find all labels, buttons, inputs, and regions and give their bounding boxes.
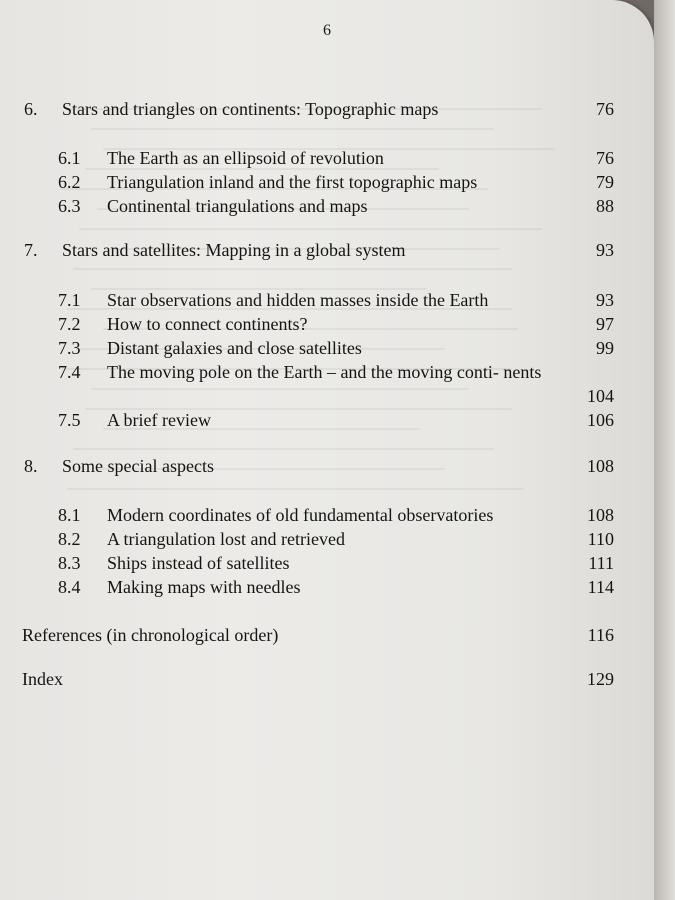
section-page-number: 111 xyxy=(588,553,614,573)
index-page-number: 129 xyxy=(587,669,614,689)
section-title: Continental triangulations and maps xyxy=(107,196,368,216)
index-title: Index xyxy=(22,669,63,689)
background-edge xyxy=(654,0,675,900)
chapter-number: 6. xyxy=(24,99,38,119)
section-number: 6.3 xyxy=(58,196,81,216)
chapter-title: Stars and satellites: Mapping in a global system xyxy=(62,240,406,260)
section-number: 8.4 xyxy=(58,577,81,597)
section-title: Making maps with needles xyxy=(107,577,301,597)
section-title: Star observations and hidden masses inside the Earth xyxy=(107,290,489,310)
chapter-number: 8. xyxy=(24,456,38,476)
chapter-number: 7. xyxy=(24,240,38,260)
section-page-number: 97 xyxy=(596,314,614,334)
section-number: 8.1 xyxy=(58,505,81,525)
section-number: 7.3 xyxy=(58,338,81,358)
section-title: The Earth as an ellipsoid of revolution xyxy=(107,148,384,168)
chapter-page-number: 108 xyxy=(587,456,614,476)
section-number: 6.2 xyxy=(58,172,81,192)
section-page-number: 106 xyxy=(587,410,614,430)
section-number: 7.4 xyxy=(58,362,81,382)
section-number: 6.1 xyxy=(58,148,81,168)
chapter-title: Some special aspects xyxy=(62,456,214,476)
section-title: A brief review xyxy=(107,410,211,430)
section-page-number: 79 xyxy=(596,172,614,192)
section-number: 8.2 xyxy=(58,529,81,549)
section-page-number: 108 xyxy=(587,505,614,525)
section-title: A triangulation lost and retrieved xyxy=(107,529,345,549)
section-number: 7.1 xyxy=(58,290,81,310)
section-title: Triangulation inland and the first topographic maps xyxy=(107,172,478,192)
section-number: 7.2 xyxy=(58,314,81,334)
section-title: How to connect continents? xyxy=(107,314,308,334)
section-page-number: 110 xyxy=(587,529,614,549)
chapter-page-number: 93 xyxy=(596,240,614,260)
section-page-number: 76 xyxy=(596,148,614,168)
page-number: 6 xyxy=(323,22,331,39)
section-number: 8.3 xyxy=(58,553,81,573)
section-page-number: 114 xyxy=(587,577,614,597)
section-page-number: 99 xyxy=(596,338,614,358)
section-page-number: 93 xyxy=(596,290,614,310)
references-page-number: 116 xyxy=(587,625,614,645)
section-title: Distant galaxies and close satellites xyxy=(107,338,362,358)
chapter-page-number: 76 xyxy=(596,99,614,119)
section-title: The moving pole on the Earth – and the moving conti- nents xyxy=(107,362,542,382)
references-title: References (in chronological order) xyxy=(22,625,279,645)
section-number: 7.5 xyxy=(58,410,81,430)
section-title: Ships instead of satellites xyxy=(107,553,290,573)
section-page-number: 104 xyxy=(587,386,614,406)
chapter-title: Stars and triangles on continents: Topographic maps xyxy=(62,99,439,119)
section-title: Modern coordinates of old fundamental observatories xyxy=(107,505,494,525)
section-page-number: 88 xyxy=(596,196,614,216)
